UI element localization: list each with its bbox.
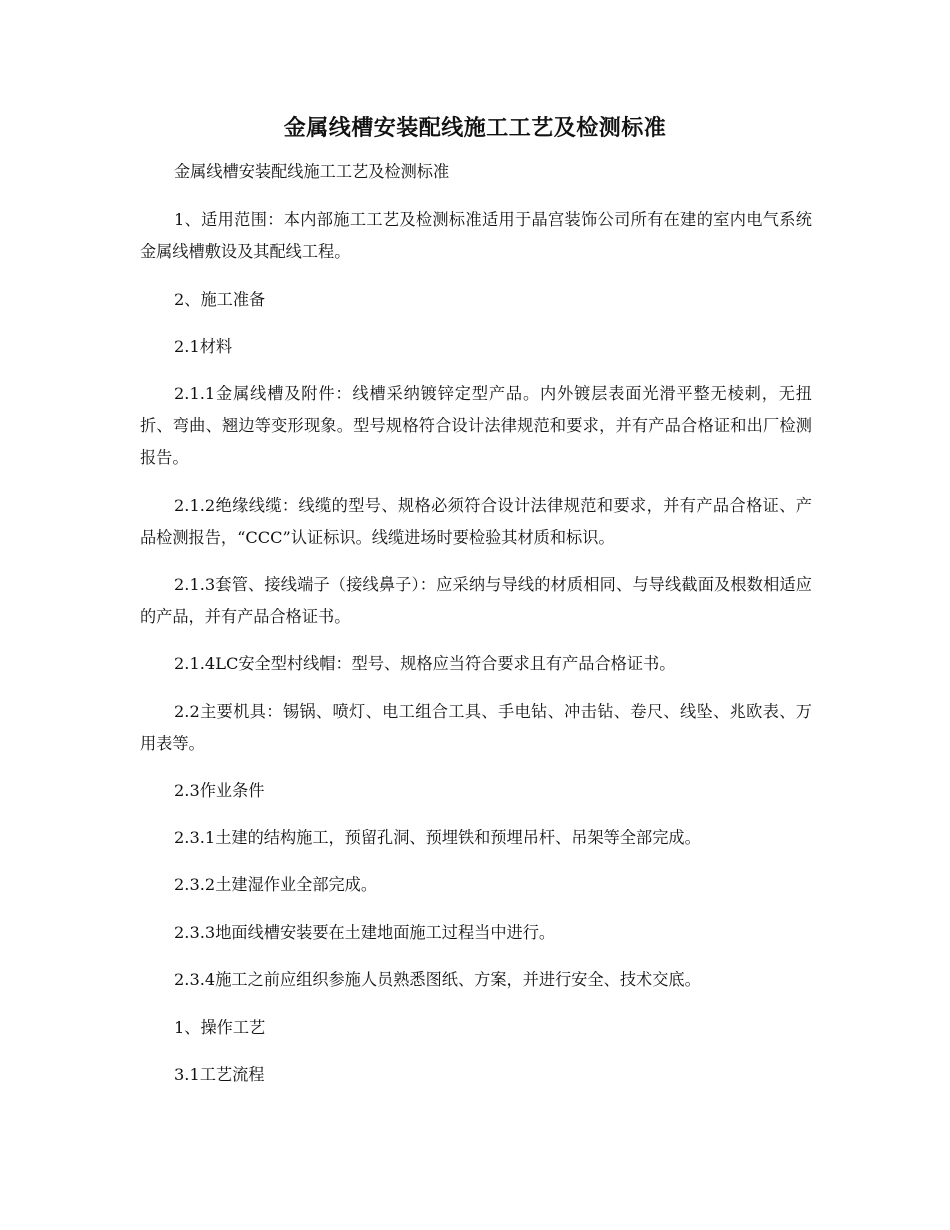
paragraph-metal-trunking: 2.1.1金属线槽及附件：线槽采纳镀锌定型产品。内外镀层表面光滑平整无棱刺，无扭折、弯曲、翘边等变形现象。型号规格符合设计法律规范和要求，并有产品合格证和出厂检测报告。 bbox=[140, 384, 812, 467]
paragraph-condition-structure: 2.3.1土建的结构施工，预留孔洞、预埋铁和预埋吊杆、吊架等全部完成。 bbox=[174, 828, 701, 847]
paragraph-sleeves-terminals: 2.1.3套管、接线端子（接线鼻子）：应采纳与导线的材质相同、与导线截面及根数相适应的产品，并有产品合格证书。 bbox=[140, 575, 812, 626]
paragraph-main-tools: 2.2主要机具：锡锅、喷灯、电工组合工具、手电钻、冲击钻、卷尺、线坠、兆欧表、万用表等。 bbox=[140, 702, 812, 753]
section-heading-process-flow: 3.1工艺流程 bbox=[174, 1065, 265, 1084]
paragraph-condition-floor-trunking: 2.3.3地面线槽安装要在土建地面施工过程当中进行。 bbox=[174, 923, 556, 942]
subtitle-paragraph: 金属线槽安装配线施工工艺及检测标准 bbox=[174, 162, 450, 181]
section-heading-materials: 2.1材料 bbox=[174, 337, 233, 356]
section-heading-operation-process: 1、操作工艺 bbox=[174, 1018, 266, 1037]
paragraph-wire-caps: 2.1.4LC安全型村线帽：型号、规格应当符合要求且有产品合格证书。 bbox=[174, 654, 676, 673]
section-heading-preparation: 2、施工准备 bbox=[174, 290, 266, 309]
paragraph-insulated-cable: 2.1.2绝缘线缆：线缆的型号、规格必须符合设计法律规范和要求，并有产品合格证、产品检测报告，“CCC”认证标识。线缆进场时要检验其材质和标识。 bbox=[140, 496, 812, 547]
section-heading-work-conditions: 2.3作业条件 bbox=[174, 781, 265, 800]
paragraph-condition-wet-work: 2.3.2土建湿作业全部完成。 bbox=[174, 875, 378, 894]
paragraph-condition-briefing: 2.3.4施工之前应组织参施人员熟悉图纸、方案，并进行安全、技术交底。 bbox=[174, 970, 701, 989]
document-title: 金属线槽安装配线施工工艺及检测标准 bbox=[283, 115, 667, 141]
scope-paragraph: 1、适用范围：本内部施工工艺及检测标准适用于晶宫装饰公司所有在建的室内电气系统金属线槽敷设及其配线工程。 bbox=[140, 210, 812, 261]
